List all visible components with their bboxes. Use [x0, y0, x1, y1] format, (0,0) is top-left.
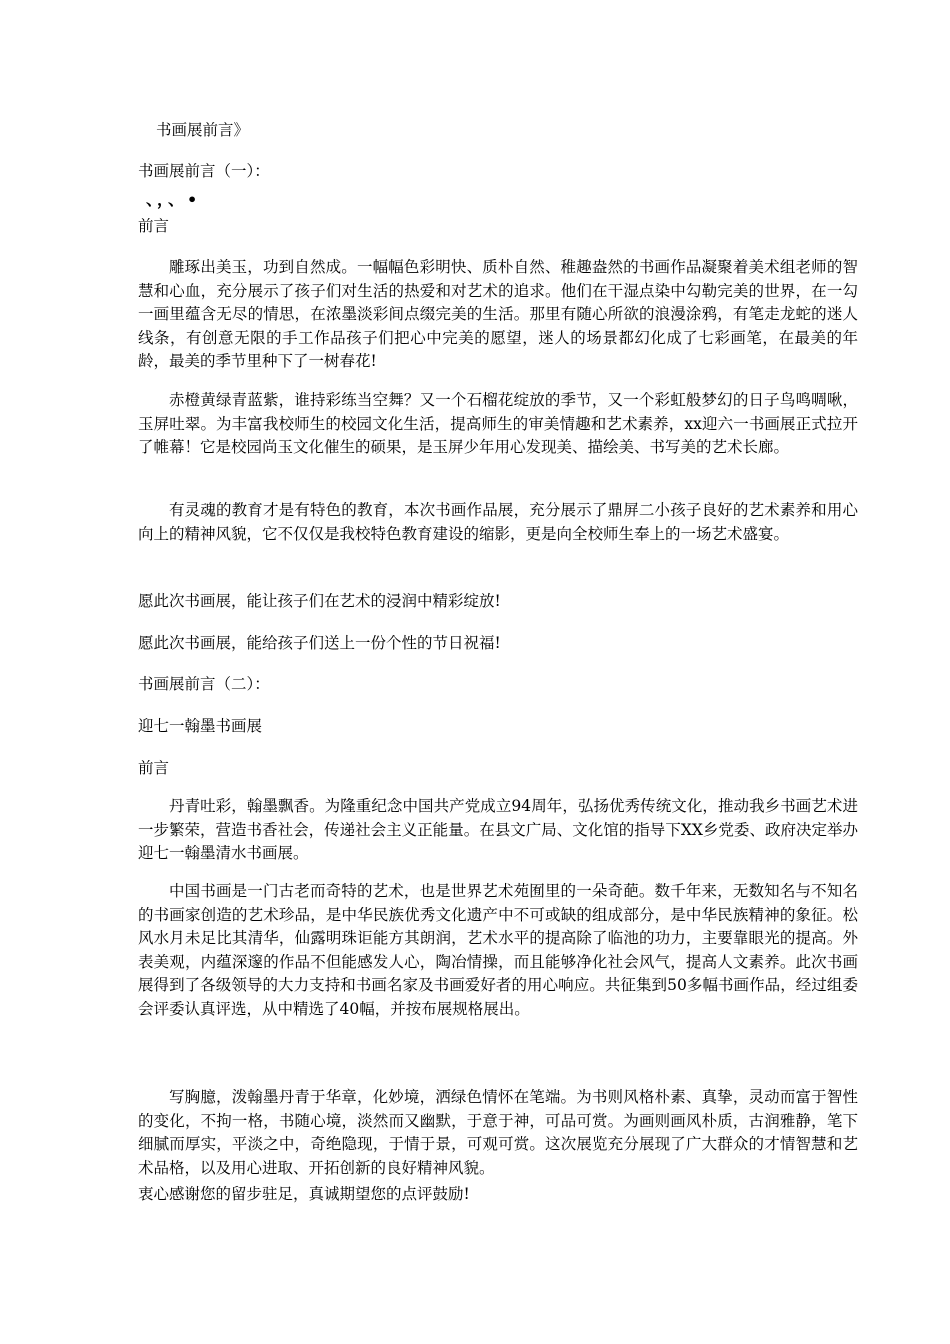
section-heading-1: 书画展前言（一）：: [138, 162, 270, 180]
wish-line-2: 愿此次书画展，能给孩子们送上一份个性的节日祝福!: [138, 634, 501, 652]
exhibit-title: 迎七一翰墨书画展: [138, 717, 263, 735]
section1-paragraph-2: 赤橙黄绿青蓝紫，谁持彩练当空舞？又一个石榴花绽放的季节，又一个彩虹般梦幻的日子鸟鸣啁啾，玉屏吐翠。为丰富我校师生的校园文化生活，提高师生的审美情趣和艺术素养，xx迎六一书画展正式拉开了帷幕！它是校园尚玉文化催生的硕果，是玉屏少年用心发现美、描绘美、书写美的艺术长廊。: [138, 391, 858, 456]
closing-line: 衷心感谢您的留步驻足，真诚期望您的点评鼓励!: [138, 1185, 470, 1203]
section-heading-2: 书画展前言（二）：: [138, 675, 270, 693]
document-title: 书画展前言》: [156, 121, 250, 139]
wish-line-1: 愿此次书画展，能让孩子们在艺术的浸润中精彩绽放!: [138, 592, 501, 610]
section1-paragraph-3: 有灵魂的教育才是有特色的教育，本次书画作品展，充分展示了鼎屏二小孩子良好的艺术素养和用心向上的精神风貌，它不仅仅是我校特色教育建设的缩影，更是向全校师生奉上的一场艺术盛宴。: [138, 501, 858, 543]
section1-paragraph-1: 雕琢出美玉，功到自然成。一幅幅色彩明快、质朴自然、稚趣盎然的书画作品凝聚着美术组老师的智慧和心血，充分展示了孩子们对生活的热爱和对艺术的追求。他们在干湿点染中勾勒完美的世界，在一勾一画里蕴含无尽的情思，在浓墨淡彩间点缀完美的生活。那里有随心所欲的浪漫涂鸦，有笔走龙蛇的迷人线条，有创意无限的手工作品孩子们把心中完美的愿望，迷人的场景都幻化成了七彩画笔，在最美的年龄，最美的季节里种下了一树春花!: [138, 258, 858, 370]
punctuation-marks: 、，、•: [146, 190, 201, 209]
preface-label-1: 前言: [138, 217, 170, 235]
section2-paragraph-3: 写胸臆，泼翰墨丹青于华章，化妙境，洒绿色情怀在笔端。为书则风格朴素、真挚，灵动而富于智性的变化，不拘一格，书随心境，淡然而又幽默，于意于神，可品可赏。为画则画风朴质，古润雅静，笔下细腻而厚实，平淡之中，奇绝隐现，于情于景，可观可赏。这次展览充分展现了广大群众的才情智慧和艺术品格，以及用心进取、开拓创新的良好精神风貌。: [138, 1088, 858, 1177]
section2-paragraph-1: 丹青吐彩，翰墨飘香。为隆重纪念中国共产党成立94周年，弘扬优秀传统文化，推动我乡书画艺术进一步繁荣，营造书香社会，传递社会主义正能量。在县文广局、文化馆的指导下XX乡党委、政府决定举办迎七一翰墨清水书画展。: [138, 797, 858, 862]
section2-paragraph-2: 中国书画是一门古老而奇特的艺术，也是世界艺术苑囿里的一朵奇葩。数千年来，无数知名与不知名的书画家创造的艺术珍品，是中华民族优秀文化遗产中不可或缺的组成部分，是中华民族精神的象征。松风水月未足比其清华，仙露明珠讵能方其朗润，艺术水平的提高除了临池的功力，主要靠眼光的提高。外表美观，内蕴深邃的作品不但能感发人心，陶冶情操，而且能够净化社会风气，提高人文素养。此次书画展得到了各级领导的大力支持和书画名家及书画爱好者的用心响应。共征集到50多幅书画作品，经过组委会评委认真评选，从中精选了40幅，并按布展规格展出。: [138, 882, 858, 1018]
preface-label-2: 前言: [138, 759, 170, 777]
